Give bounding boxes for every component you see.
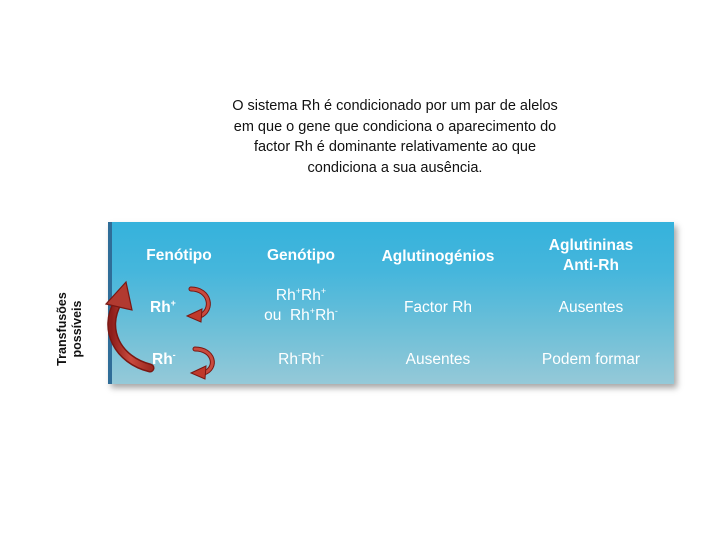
genotype-line1: Rh+Rh+ [275,286,327,304]
side-label-line1: Transfusões [55,292,69,366]
genotype-rh-negative: Rh-Rh- [278,350,324,368]
phenotype-rh-negative: Rh- [152,350,176,368]
header-aglutininas-line2: Anti-Rh [563,257,619,274]
self-arrow-icon [187,289,208,322]
header-fenotipo: Fenótipo [146,247,212,264]
agglutinin-rh-negative: Podem formar [541,351,641,368]
self-arrow-icon [191,349,212,379]
intro-line: condiciona a sua ausência. [307,159,483,176]
genotype-line2: ou Rh+Rh- [264,306,338,324]
agglutinogen-rh-positive: Factor Rh [403,299,473,316]
agglutinogen-rh-negative: Ausentes [405,351,471,368]
intro-line: factor Rh é dominante relativamente ao que [253,139,537,155]
intro-line: em que o gene que condiciona o aparecimento do [233,118,557,135]
agglutinin-rh-positive: Ausentes [558,299,624,316]
intro-line: O sistema Rh é condicionado por um par de alelos [232,98,558,114]
header-aglutinogenios: Aglutinogénios [381,248,495,265]
side-label-line2: possíveis [70,300,84,358]
curved-arrow-icon [106,282,150,368]
phenotype-rh-positive: Rh+ [150,298,176,316]
header-genotipo: Genótipo [266,247,336,264]
header-aglutininas-line1: Aglutininas [548,237,634,254]
